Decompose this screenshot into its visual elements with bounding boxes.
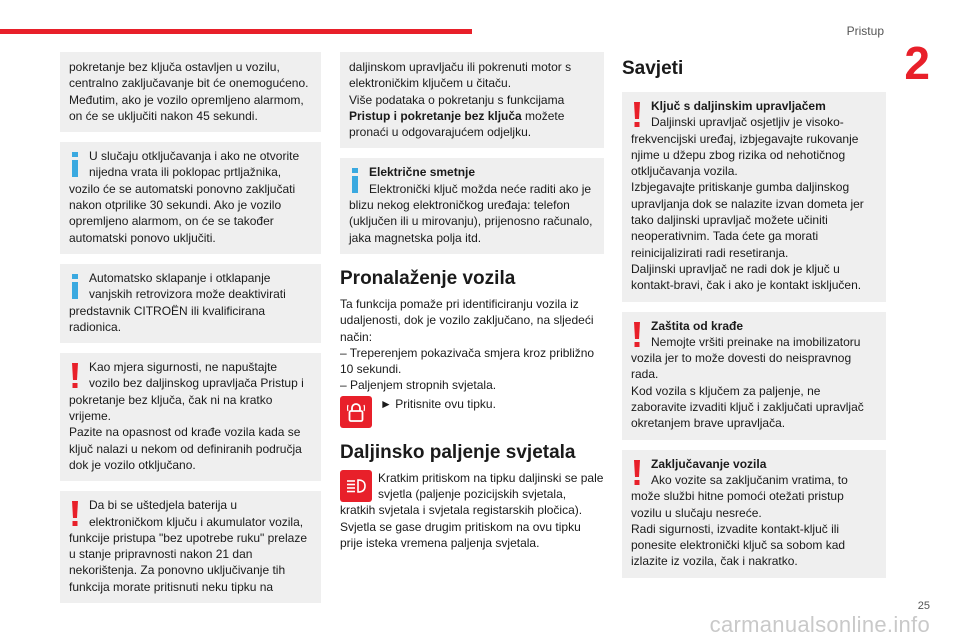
list-item: – Treperenjem pokazivača smjera kroz približno 10 sekundi.: [340, 345, 595, 377]
lights-block: [340, 470, 604, 551]
warning-note: [622, 312, 886, 440]
lock-button-icon: [340, 396, 372, 428]
note-box: [60, 52, 321, 132]
section-heading: Savjeti: [622, 58, 684, 79]
warning-text: Daljinski upravljač ne radi dok je ključ u kontakt-bravi, čak i ako je kontakt isključen.: [631, 261, 862, 293]
warning-text: Ako vozite sa zaključanim vratima, to može službi hitne pomoći otežati pristup vozilu u slučaju nesreće.: [631, 472, 848, 520]
info-icon: [69, 152, 81, 177]
note-text: daljinskom upravljaču ili pokrenuti motor s elektroničkim ključem u čitaču.: [349, 60, 572, 91]
warning-text: Kao mjera sigurnosti, ne napuštajte vozilo bez daljinskog upravljača Pristup i pokretanje bez ključa, čak ni na kratko vrijeme.: [69, 360, 304, 424]
warning-note: [622, 92, 886, 302]
column-1: [60, 52, 321, 613]
info-icon: [349, 168, 361, 193]
warning-text: Radi sigurnosti, izvadite kontakt-ključ ili ponesite elektronički ključ sa sobom kad izlazite iz vozila, čak i nakratko.: [631, 521, 846, 569]
warning-note: [60, 491, 321, 603]
watermark: carmanualsonline.info: [709, 612, 930, 637]
warning-icon: [631, 102, 643, 127]
info-title: Električne smetnje: [369, 165, 476, 180]
warning-title: Zaključavanje vozila: [651, 456, 767, 471]
section-heading: Pronalaženje vozila: [340, 267, 516, 289]
info-text: Automatsko sklapanje i otklapanje vanjskih retrovizora može deaktivirati predstavnik CITROËN ili kvalificirana radionica.: [69, 270, 286, 334]
warning-text: Nemojte vršiti preinake na imobilizatoru vozila jer to može dovesti do neispravnog rada.: [631, 334, 861, 382]
feature-name: Pristup i pokretanje bez ključa: [349, 108, 522, 123]
warning-text: Daljinski upravljač osjetljiv je visoko-frekvencijski uređaj, izbjegavajte rukovanje njime u džepu zbog rizika od nehotičnog otključavanja vozila.: [631, 115, 859, 179]
info-note: [60, 142, 321, 254]
instruction-text: ► Pritisnite ovu tipku.: [380, 396, 496, 411]
info-text: Elektronički ključ možda neće raditi ako je blizu nekog elektroničkog uređaja: telefon (uključen ili u mirovanju), prijenosno računalo, jaka magnetska polja itd.: [349, 181, 593, 245]
warning-title: Ključ s daljinskim upravljačem: [651, 99, 826, 113]
chapter-number: 2: [904, 37, 930, 89]
column-3: [622, 52, 886, 588]
info-note: [60, 264, 321, 343]
warning-note: [60, 353, 321, 481]
info-text: U slučaju otključavanja i ako ne otvorite nijedna vrata ili poklopac prtljažnika, vozilo će se automatski ponovno zaključati nakon otprilike 30 sekundi. Ako je vozilo opremljeno alarmom, on će se također automatski ponovo uključiti.: [69, 149, 300, 245]
page-number: 25: [917, 600, 930, 612]
body-text: Ta funkcija pomaže pri identificiranju vozila iz udaljenosti, dok je vozilo zaključano, na sljedeći način:: [340, 296, 594, 344]
note-box: [340, 52, 604, 148]
body-text: Kratkim pritiskom na tipku daljinski se pale svjetla (paljenje pozicijskih svjetala, kratkih svjetala i svjetala registarskih pločica). Svjetla se gase drugim pritiskom na ovu tipku prije isteka vremena paljenja svjetala.: [340, 470, 604, 550]
warning-text: Pazite na opasnost od krađe vozila kada se ključ nalazi u nekom od definiranih područja dok je vozilo otključano.: [69, 425, 302, 472]
warning-text: Kod vozila s ključem za paljenje, ne zaboravite izvaditi ključ i zaključati upravljač okretanjem brave upravljača.: [631, 383, 864, 431]
lights-button-icon: [340, 470, 372, 502]
header-accent-bar: [0, 29, 472, 34]
list-item: – Paljenjem stropnih svjetala.: [340, 378, 497, 393]
note-text: Više podataka o pokretanju s funkcijama Pristup i pokretanje bez ključa možete pronaći u odgovarajućem odjeljku.: [349, 92, 565, 140]
warning-icon: [631, 460, 643, 485]
warning-note: [622, 450, 886, 578]
warning-text: Da bi se uštedjela baterija u elektroničkom ključu i akumulator vozila, funkcije pristupa "bez upotrebe ruku" prelaze u stanje pripravnosti nakon 21 dan nekorištenja. Za ponovno uključivanje tih funkcija morate pritisnuti neku tipku na: [69, 498, 307, 594]
warning-text: Izbjegavajte pritiskanje gumba daljinskog upravljanja dok se nalazite izvan dometa jer tako daljinski upravljač možete učiniti neoperativnim. Tada ćete ga morati reinicijalizirati radi resetiranja.: [631, 180, 864, 260]
button-instruction: [340, 396, 604, 428]
section-title: Pristup: [846, 24, 884, 38]
note-text: pokretanje bez ključa ostavljen u vozilu, centralno zaključavanje bit će onemogućeno. Međutim, ako je vozilo opremljeno alarmom, on će se uključiti nakon 45 sekundi.: [69, 60, 309, 123]
warning-icon: [631, 322, 643, 347]
info-icon: [69, 274, 81, 299]
section-heading: Daljinsko paljenje svjetala: [340, 441, 576, 463]
info-note: [340, 158, 604, 253]
warning-icon: [69, 363, 81, 388]
warning-title: Zaštita od krađe: [651, 318, 744, 333]
column-2: [340, 52, 604, 551]
warning-icon: [69, 501, 81, 526]
